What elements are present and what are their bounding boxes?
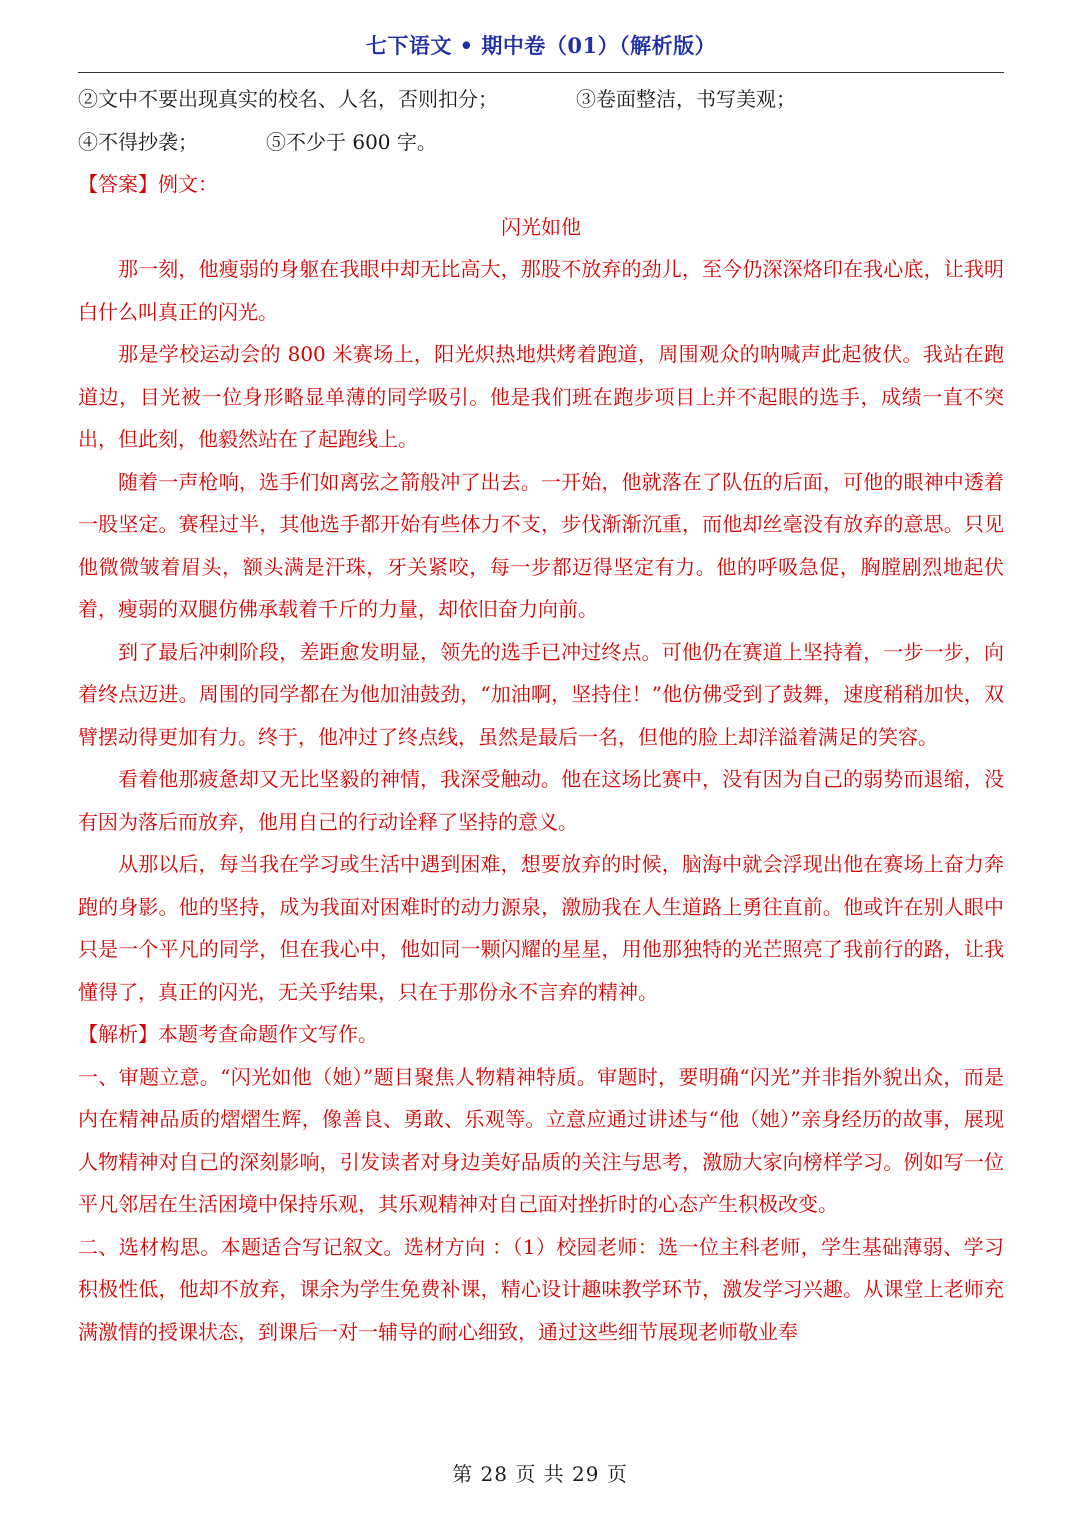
- essay-paragraph-5: 看着他那疲惫却又无比坚毅的神情，我深受触动。他在这场比赛中，没有因为自己的弱势而退缩，没有因为落后而放弃，他用自己的行动诠释了坚持的意义。: [78, 767, 1004, 834]
- page-header: [78, 26, 1004, 73]
- document-title: 七下语文 • 期中卷（01）（解析版）: [365, 33, 717, 58]
- requirement-5: ⑤不少于 600 字。: [266, 129, 437, 154]
- essay-title: 闪光如他: [501, 214, 581, 239]
- requirements-line-2: [78, 121, 1004, 164]
- analysis-paragraph-2: 二、选材构思。本题适合写记叙文。选材方向 ：（1）校园老师：选一位主科老师，学生基础薄弱、学习积极性低，他却不放弃，课余为学生免费补课，精心设计趣味教学环节，激发学习兴趣。从课堂上老师充满激情的授课状态，到课后一对一辅导的耐心细致，通过这些细节展现老师敬业奉: [78, 1234, 1004, 1344]
- page-content: [78, 78, 1004, 1353]
- requirement-3: ③卷面整洁，书写美观；: [576, 87, 796, 111]
- essay-paragraph-3: 随着一声枪响，选手们如离弦之箭般冲了出去。一开始，他就落在了队伍的后面，可他的眼神中透着一股坚定。赛程过半，其他选手都开始有些体力不支，步伐渐渐沉重，而他却丝毫没有放弃的意思。只见他微微皱着眉头，额头满是汗珠，牙关紧咬，每一步都迈得坚定有力。他的呼吸急促，胸膛剧烈地起伏着，瘦弱的双腿仿佛承载着千斤的力量，却依旧奋力向前。: [78, 469, 1004, 621]
- analysis-heading: [78, 1013, 1004, 1056]
- essay-paragraph-2: 那是学校运动会的 800 米赛场上，阳光炽热地烘烤着跑道，周围观众的呐喊声此起彼伏。我站在跑道边，目光被一位身形略显单薄的同学吸引。他是我们班在跑步项目上并不起眼的选手，成绩一直不突出，但此刻，他毅然站在了起跑线上。: [78, 342, 1004, 451]
- analysis-intro: 本题考查命题作文写作。: [158, 1022, 378, 1046]
- requirements-line-1: [78, 78, 1004, 121]
- answer-label: 【答案】: [78, 172, 158, 196]
- page-number: 第 28 页 共 29 页: [452, 1462, 628, 1486]
- answer-heading: [78, 163, 1004, 206]
- requirement-2: ②文中不要出现真实的校名、人名，否则扣分；: [78, 87, 498, 111]
- requirement-4: ④不得抄袭；: [78, 129, 198, 154]
- essay-paragraph-6: 从那以后，每当我在学习或生活中遇到困难，想要放弃的时候，脑海中就会浮现出他在赛场上奋力奔跑的身影。他的坚持，成为我面对困难时的动力源泉，激励我在人生道路上勇往直前。他或许在别人眼中只是一个平凡的同学，但在我心中，他如同一颗闪耀的星星，用他那独特的光芒照亮了我前行的路，让我懂得了，真正的闪光，无关乎结果，只在于那份永不言弃的精神。: [78, 852, 1004, 1004]
- essay-paragraph-1: 那一刻，他瘦弱的身躯在我眼中却无比高大，那股不放弃的劲儿，至今仍深深烙印在我心底，让我明白什么叫真正的闪光。: [78, 257, 1004, 324]
- essay-paragraph-4: 到了最后冲刺阶段，差距愈发明显，领先的选手已冲过终点。可他仍在赛道上坚持着，一步一步，向着终点迈进。周围的同学都在为他加油鼓劲，“加油啊，坚持住！”他仿佛受到了鼓舞，速度稍稍加快，双臂摆动得更加有力。终于，他冲过了终点线，虽然是最后一名，但他的脸上却洋溢着满足的笑容。: [78, 639, 1004, 749]
- analysis-paragraph-1: 一、审题立意。“闪光如他（她）”题目聚焦人物精神特质。审题时，要明确“闪光”并非指外貌出众，而是内在精神品质的熠熠生辉，像善良、勇敢、乐观等。立意应通过讲述与“他（她）”亲身经历的故事，展现人物精神对自己的深刻影响，引发读者对身边美好品质的关注与思考，激励大家向榜样学习。例如写一位平凡邻居在生活困境中保持乐观，其乐观精神对自己面对挫折时的心态产生积极改变。: [78, 1064, 1004, 1216]
- analysis-label: 【解析】: [78, 1022, 158, 1046]
- answer-intro: 例文：: [158, 172, 218, 196]
